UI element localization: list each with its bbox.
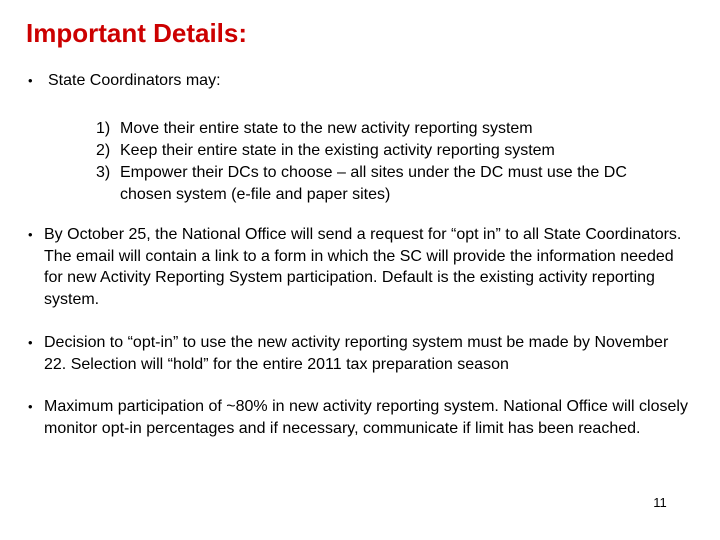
bullet-dot-icon: • — [28, 227, 33, 242]
bullet-text: Maximum participation of ~80% in new activity reporting system. National Office will closely monitor opt-in percentages and if necessary, communicate if limit has been reached. — [44, 398, 688, 437]
list-item-text: Keep their entire state in the existing activity reporting system — [120, 142, 555, 159]
list-item-number: 1) — [96, 120, 111, 137]
bullet-text: State Coordinators may: — [48, 72, 221, 89]
bullet-dot-icon: • — [28, 73, 33, 88]
list-item — [96, 140, 656, 162]
bullet-state-coordinators — [28, 70, 688, 92]
bullet-dot-icon: • — [28, 399, 33, 414]
coordinator-options-list — [96, 118, 656, 206]
list-item — [96, 162, 656, 206]
list-item-text: Empower their DCs to choose – all sites under the DC must use the DC chosen system (e-file and paper sites) — [120, 164, 627, 203]
list-item-number: 2) — [96, 142, 111, 159]
page-number: 11 — [653, 495, 667, 510]
list-item — [96, 118, 656, 140]
bullet-text: Decision to “opt-in” to use the new activity reporting system must be made by November 22. Selection will “hold” for the entire 2011 tax preparation season — [44, 334, 669, 373]
list-item-text: Move their entire state to the new activity reporting system — [120, 120, 533, 137]
bullet-dot-icon: • — [28, 335, 33, 350]
slide-title: Important Details: — [26, 18, 248, 48]
bullet-maximum-participation — [28, 396, 688, 439]
bullet-october-opt-in — [28, 224, 688, 310]
bullet-text: By October 25, the National Office will send a request for “opt in” to all State Coordinators. The email will contain a link to a form in which the SC will provide the information needed for new Activity Reporting System participation. Default is the existing activity reporting system. — [44, 226, 682, 308]
bullet-decision-deadline — [28, 332, 688, 375]
list-item-number: 3) — [96, 164, 111, 181]
